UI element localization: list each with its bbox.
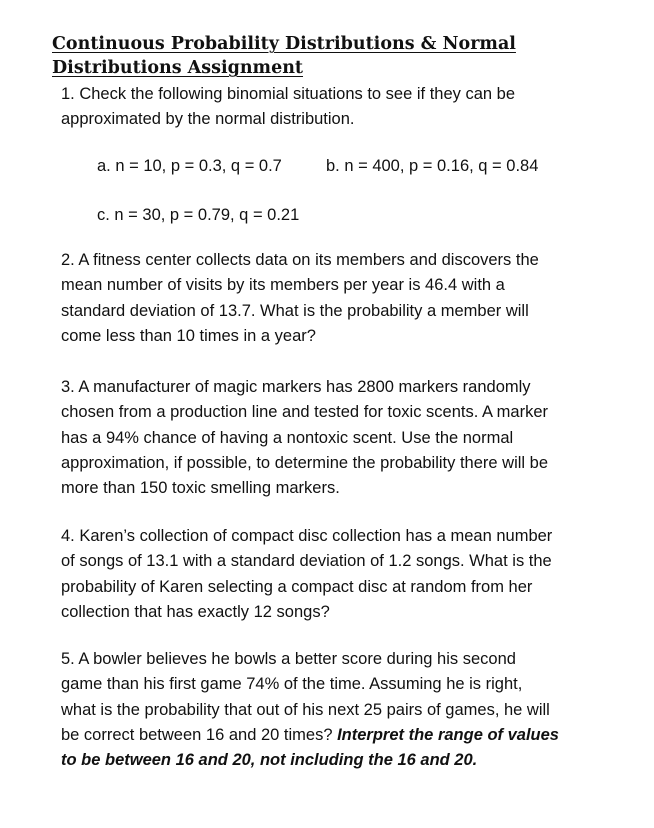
question-1-option-c: c. n = 30, p = 0.79, q = 0.21	[97, 206, 300, 224]
question-4-line: collection that has exactly 12 songs?	[61, 602, 330, 621]
page-title-line-1: Continuous Probability Distributions & Normal	[52, 34, 516, 54]
page-title	[52, 32, 612, 80]
question-2-line: standard deviation of 13.7. What is the probability a member will	[61, 301, 529, 320]
question-5-line-4	[61, 723, 621, 748]
question-5-line: what is the probability that out of his next 25 pairs of games, he will	[61, 700, 550, 719]
question-5-emphasis-text: Interpret the range of values	[337, 725, 559, 744]
question-2-line: come less than 10 times in a year?	[61, 326, 316, 345]
question-3-line: more than 150 toxic smelling markers.	[61, 479, 340, 498]
question-3	[61, 375, 621, 501]
question-1	[61, 82, 621, 133]
page-title-line-2: Distributions Assignment	[52, 58, 304, 78]
question-4-line: probability of Karen selecting a compact disc at random from her	[61, 577, 533, 596]
question-4-line: of songs of 13.1 with a standard deviation of 1.2 songs. What is the	[61, 552, 552, 571]
question-5-emphasis-line: to be between 16 and 20, not including the 16 and 20.	[61, 751, 478, 770]
question-4-line: 4. Karen’s collection of compact disc collection has a mean number	[61, 527, 553, 545]
question-1-line: approximated by the normal distribution.	[61, 110, 355, 129]
question-2-line: mean number of visits by its members per year is 46.4 with a	[61, 276, 505, 295]
question-1-option-b: b. n = 400, p = 0.16, q = 0.84	[326, 157, 539, 175]
question-5-line: game than his first game 74% of the time. Assuming he is right,	[61, 675, 523, 694]
question-3-line: chosen from a production line and tested for toxic scents. A marker	[61, 403, 548, 422]
question-3-line: approximation, if possible, to determine the probability there will be	[61, 453, 549, 472]
question-4	[61, 524, 621, 625]
question-2-line: 2. A fitness center collects data on its members and discovers the	[61, 251, 539, 269]
question-5	[61, 647, 621, 773]
question-5-line: 5. A bowler believes he bowls a better score during his second	[61, 650, 516, 668]
question-1-option-a: a. n = 10, p = 0.3, q = 0.7	[97, 157, 282, 175]
question-3-line: 3. A manufacturer of magic markers has 2800 markers randomly	[61, 378, 531, 396]
question-5-plain-text: be correct between 16 and 20 times?	[61, 725, 338, 744]
question-3-line: has a 94% chance of having a nontoxic scent. Use the normal	[61, 428, 514, 447]
question-2	[61, 248, 621, 349]
question-1-line: 1. Check the following binomial situations to see if they can be	[61, 85, 516, 103]
